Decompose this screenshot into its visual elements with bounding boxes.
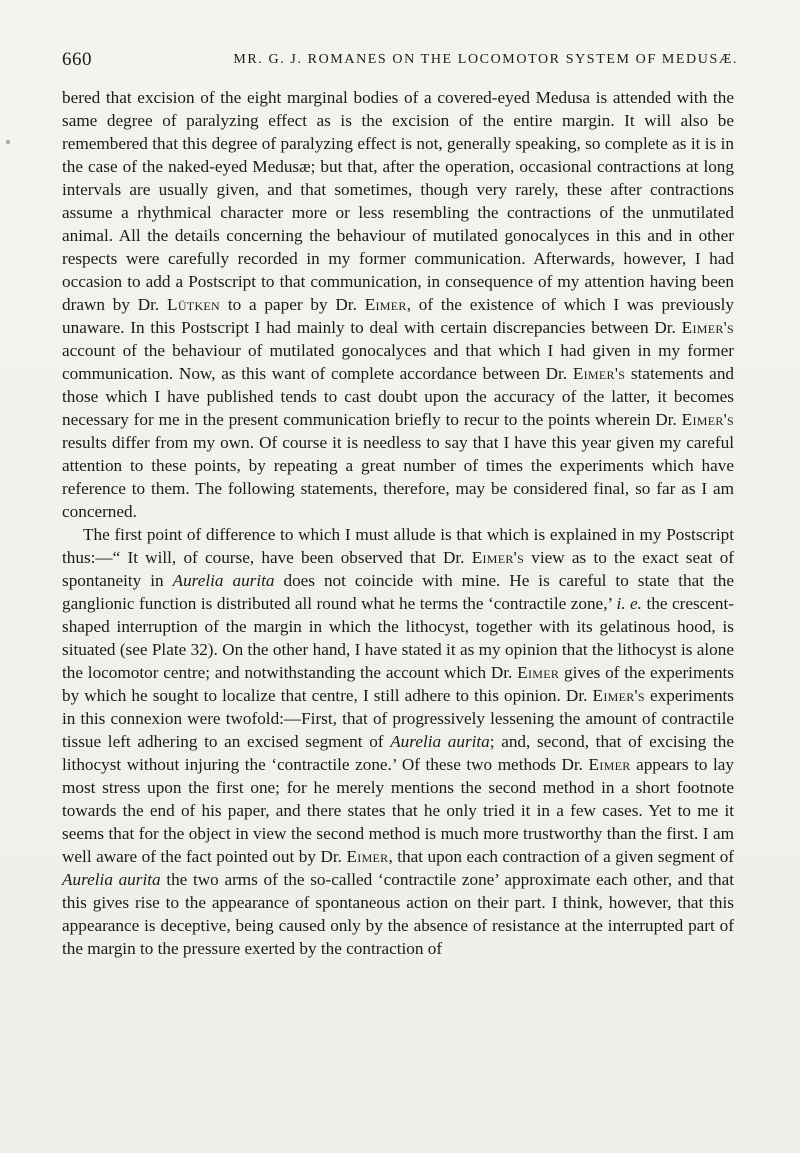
author-name-eimer: Eimer [364,295,407,314]
page-header [62,49,738,73]
author-name-eimer: Eimer [588,755,631,774]
page-number: 660 [62,49,92,70]
p2-text-3: does not coincide with mine. He is careful to state that the ganglionic function is distributed all round what he terms the ‘contractile zone,’ [62,571,735,613]
paragraph-1 [62,86,734,523]
p2-text-10: the two arms of the so-called ‘contractile zone’ approximate each other, and that this gives rise to the appearance of spontaneous action on their part. I think, however, that this appearance is deceptive, being caused only by the absence of resistance at the interrupted part of the margin to the pressure exerted by the contraction of [62,870,735,958]
author-name-eimer: Eimer [346,847,389,866]
author-name-eimer: Eimer's [471,548,525,567]
margin-speck [6,140,10,144]
p1-text-6: results differ from my own. Of course it is needless to say that I have this year given my careful attention to these points, by repeating a great number of times the experiments which have reference to them. The following statements, therefore, may be considered final, so far as I am concerned. [62,433,734,521]
p1-text-1: bered that excision of the eight marginal bodies of a covered-eyed Medusa is attended with the same degree of paralyzing effect as is the excision of the entire margin. It will also be remembered that this degree of paralyzing effect is not, generally speaking, so complete as it is in the case of the naked-eyed Medusæ; but that, after the operation, occasional contractions at long intervals are usually given, and that sometimes, though very rarely, these after contractions assume a rhythmical character more or less resembling the contractions of the unmutilated animal. All the details concerning the behaviour of mutilated gonocalyces in this and in other respects were carefully recorded in my former communication. Afterwards, however, I had occasion to add a Postscript to that communication, in consequence of my attention having been drawn by Dr. [62,88,734,314]
p2-text-6: experiments in this connexion were twofold:—First, that of progressively lessening the amount of contractile tissue left adhering to an excised segment of [62,686,734,751]
p1-text-3: , of the existence of which I was previously unaware. In this Postscript I had mainly to deal with certain discrepancies between Dr. [62,295,735,337]
p2-text-2: view as to the exact seat of spontaneity in [62,548,735,590]
p2-text-8: appears to lay most stress upon the first one; for he merely mentions the second method in a short footnote towards the end of his paper, and there states that he only tried it in a few cases. Yet to me it seems that for the object in view the second method is much more trustworthy than the first. I am well aware of the fact pointed out by Dr. [62,755,734,866]
abbreviation-ie: i. e. [616,594,642,613]
p1-text-4: account of the behaviour of mutilated gonocalyces and that which I had given in my former communication. Now, as this want of complete accordance between Dr. [62,341,734,383]
p1-text-5: statements and those which I have published tends to cast doubt upon the accuracy of the latter, it becomes necessary for me in the present communication briefly to recur to the points wherein Dr. [62,364,735,429]
paragraph-2 [62,523,734,960]
author-name-lutken: Lütken [167,295,221,314]
author-name-eimer: Eimer's [681,318,735,337]
running-head: MR. G. J. ROMANES ON THE LOCOMOTOR SYSTEM OF MEDUSÆ. [233,52,738,67]
author-name-eimer: Eimer [517,663,560,682]
author-name-eimer: Eimer's [592,686,645,705]
species-name: Aurelia aurita [172,571,275,590]
species-name: Aurelia aurita [390,732,490,751]
p2-text-4: the crescent-shaped interruption of the margin in which the lithocyst, together with its gelatinous hood, is situated (see Plate 32). On the other hand, I have stated it as my opinion that the lithocyst is alone the locomotor centre; and notwithstanding the account which Dr. [62,594,735,682]
p2-text-9: , that upon each contraction of a given segment of [388,847,735,866]
author-name-eimer: Eimer's [681,410,735,429]
p2-text-1: The first point of difference to which I must allude is that which is explained in my Postscript thus:—“ It will, of course, have been observed that Dr. [62,525,734,567]
body-text [62,86,734,960]
p2-text-7: ; and, second, that of excising the lithocyst without injuring the ‘contractile zone.’ Of these two methods Dr. [62,732,735,774]
p2-text-5: gives of the experiments by which he sought to localize that centre, I still adhere to this opinion. Dr. [62,663,734,705]
species-name: Aurelia aurita [62,870,161,889]
author-name-eimer: Eimer's [572,364,626,383]
p1-text-2: to a paper by Dr. [227,295,357,314]
